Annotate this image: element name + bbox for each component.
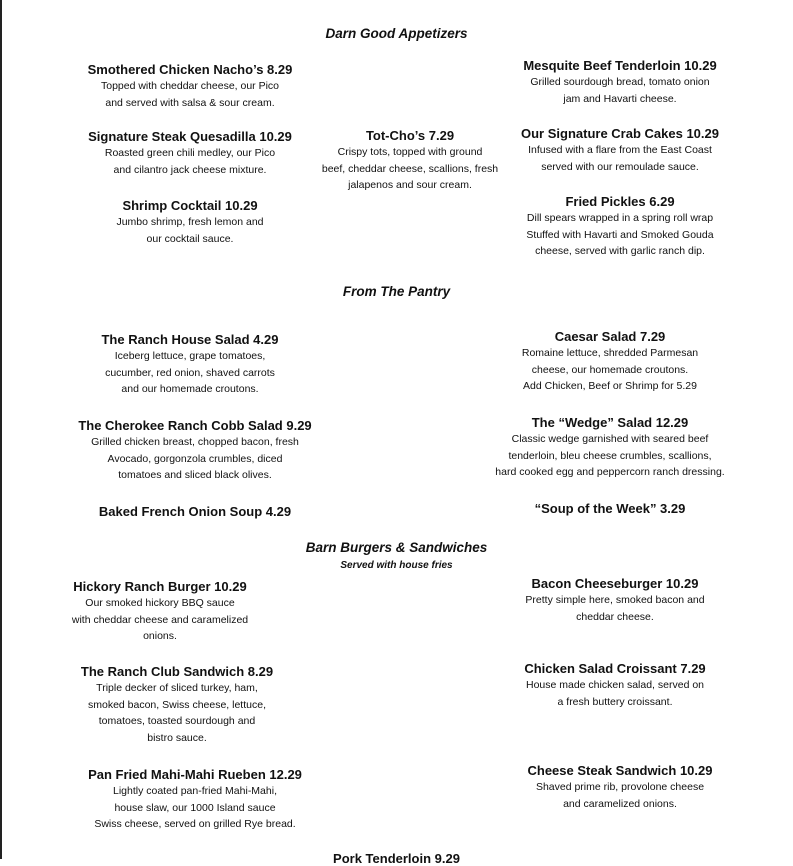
item-description: Jumbo shrimp, fresh lemon and our cocktail sauce. — [116, 216, 264, 245]
item-description: House made chicken salad, served on a fresh buttery croissant. — [525, 679, 705, 708]
item-description: Topped with cheddar cheese, our Pico and served with salsa & sour cream. — [100, 80, 280, 109]
item-name: “Soup of the Week” 3.29 — [534, 501, 686, 516]
item-description: Shaved prime rib, provolone cheese and caramelized onions. — [535, 781, 705, 810]
item-name: Cheese Steak Sandwich 10.29 — [527, 763, 713, 778]
menu-item-soup-of-week — [480, 500, 740, 517]
menu-item-onion-soup — [60, 503, 330, 520]
section-title-burgers: Barn Burgers & Sandwiches — [305, 540, 488, 555]
menu-item-mesquite — [490, 57, 750, 107]
menu-item-mahi-rueben — [60, 766, 330, 833]
item-name: The Ranch House Salad 4.29 — [101, 332, 279, 347]
item-name: Signature Steak Quesadilla 10.29 — [88, 129, 292, 144]
menu-item-crabcakes — [490, 125, 750, 175]
item-name: The Cherokee Ranch Cobb Salad 9.29 — [78, 418, 312, 433]
item-name: Bacon Cheeseburger 10.29 — [531, 576, 699, 591]
section-title-appetizers: Darn Good Appetizers — [325, 26, 468, 41]
menu-item-ranch-salad — [60, 331, 320, 398]
menu-item-hickory-burger — [40, 578, 280, 645]
item-name: Mesquite Beef Tenderloin 10.29 — [523, 58, 717, 73]
item-name: Fried Pickles 6.29 — [565, 194, 675, 209]
item-name: Our Signature Crab Cakes 10.29 — [521, 126, 719, 141]
item-name: Shrimp Cocktail 10.29 — [122, 198, 258, 213]
item-name: Chicken Salad Croissant 7.29 — [524, 661, 706, 676]
item-name: Smothered Chicken Nacho’s 8.29 — [87, 62, 293, 77]
item-name: The “Wedge” Salad 12.29 — [531, 415, 689, 430]
menu-item-pickles — [490, 193, 750, 260]
item-description: Pretty simple here, smoked bacon and cheddar cheese. — [525, 594, 705, 623]
item-description: Crispy tots, topped with ground beef, cheddar cheese, scallions, fresh jalapenos and sour cream. — [321, 146, 499, 191]
menu-item-cheese-steak — [490, 762, 750, 812]
section-title-pantry: From The Pantry — [342, 284, 451, 299]
menu-item-chicken-croissant — [485, 660, 745, 710]
item-description: Grilled chicken breast, chopped bacon, fresh Avocado, gorgonzola crumbles, diced tomatoes and sliced black olives. — [91, 436, 299, 481]
item-description: Lightly coated pan-fried Mahi-Mahi, house slaw, our 1000 Island sauce Swiss cheese, served on grilled Rye bread. — [94, 785, 296, 830]
menu-item-wedge — [480, 414, 740, 481]
page-edge-rule — [0, 0, 2, 859]
item-description: Our smoked hickory BBQ sauce with cheddar cheese and caramelized onions. — [71, 597, 249, 642]
menu-item-caesar — [480, 328, 740, 395]
menu-item-nachos — [60, 61, 320, 111]
menu-item-cobb — [60, 417, 330, 484]
item-description: Dill spears wrapped in a spring roll wrap Stuffed with Havarti and Smoked Gouda cheese, served with garlic ranch dip. — [526, 212, 714, 257]
item-name: Caesar Salad 7.29 — [554, 329, 666, 344]
item-name: Hickory Ranch Burger 10.29 — [73, 579, 247, 594]
item-name: Baked French Onion Soup 4.29 — [98, 504, 292, 519]
item-description: Romaine lettuce, shredded Parmesan cheese, our homemade croutons. Add Chicken, Beef or Shrimp for 5.29 — [521, 347, 699, 392]
item-name: Tot-Cho’s 7.29 — [365, 128, 455, 143]
menu-item-bacon-cheeseburger — [485, 575, 745, 625]
item-name: Pan Fried Mahi-Mahi Rueben 12.29 — [88, 767, 302, 782]
item-description: Triple decker of sliced turkey, ham, smoked bacon, Swiss cheese, lettuce, tomatoes, toasted sourdough and bistro sauce. — [87, 682, 266, 744]
menu-item-cutoff: Pork Tenderloin 9.29 — [333, 851, 460, 866]
item-name: The Ranch Club Sandwich 8.29 — [80, 664, 274, 679]
section-subtitle-burgers: Served with house fries — [340, 560, 453, 571]
menu-item-quesadilla — [60, 128, 320, 178]
item-description: Grilled sourdough bread, tomato onion jam and Havarti cheese. — [530, 76, 710, 105]
menu-item-club-sandwich — [47, 663, 307, 746]
item-description: Classic wedge garnished with seared beef tenderloin, bleu cheese crumbles, scallions, hard cooked egg and peppercorn ranch dressing. — [495, 433, 725, 478]
item-description: Iceberg lettuce, grape tomatoes, cucumber, red onion, shaved carrots and our homemade croutons. — [105, 350, 275, 395]
menu-item-shrimp — [60, 197, 320, 247]
item-description: Infused with a flare from the East Coast served with our remoulade sauce. — [528, 144, 712, 173]
item-description: Roasted green chili medley, our Pico and cilantro jack cheese mixture. — [104, 147, 276, 176]
